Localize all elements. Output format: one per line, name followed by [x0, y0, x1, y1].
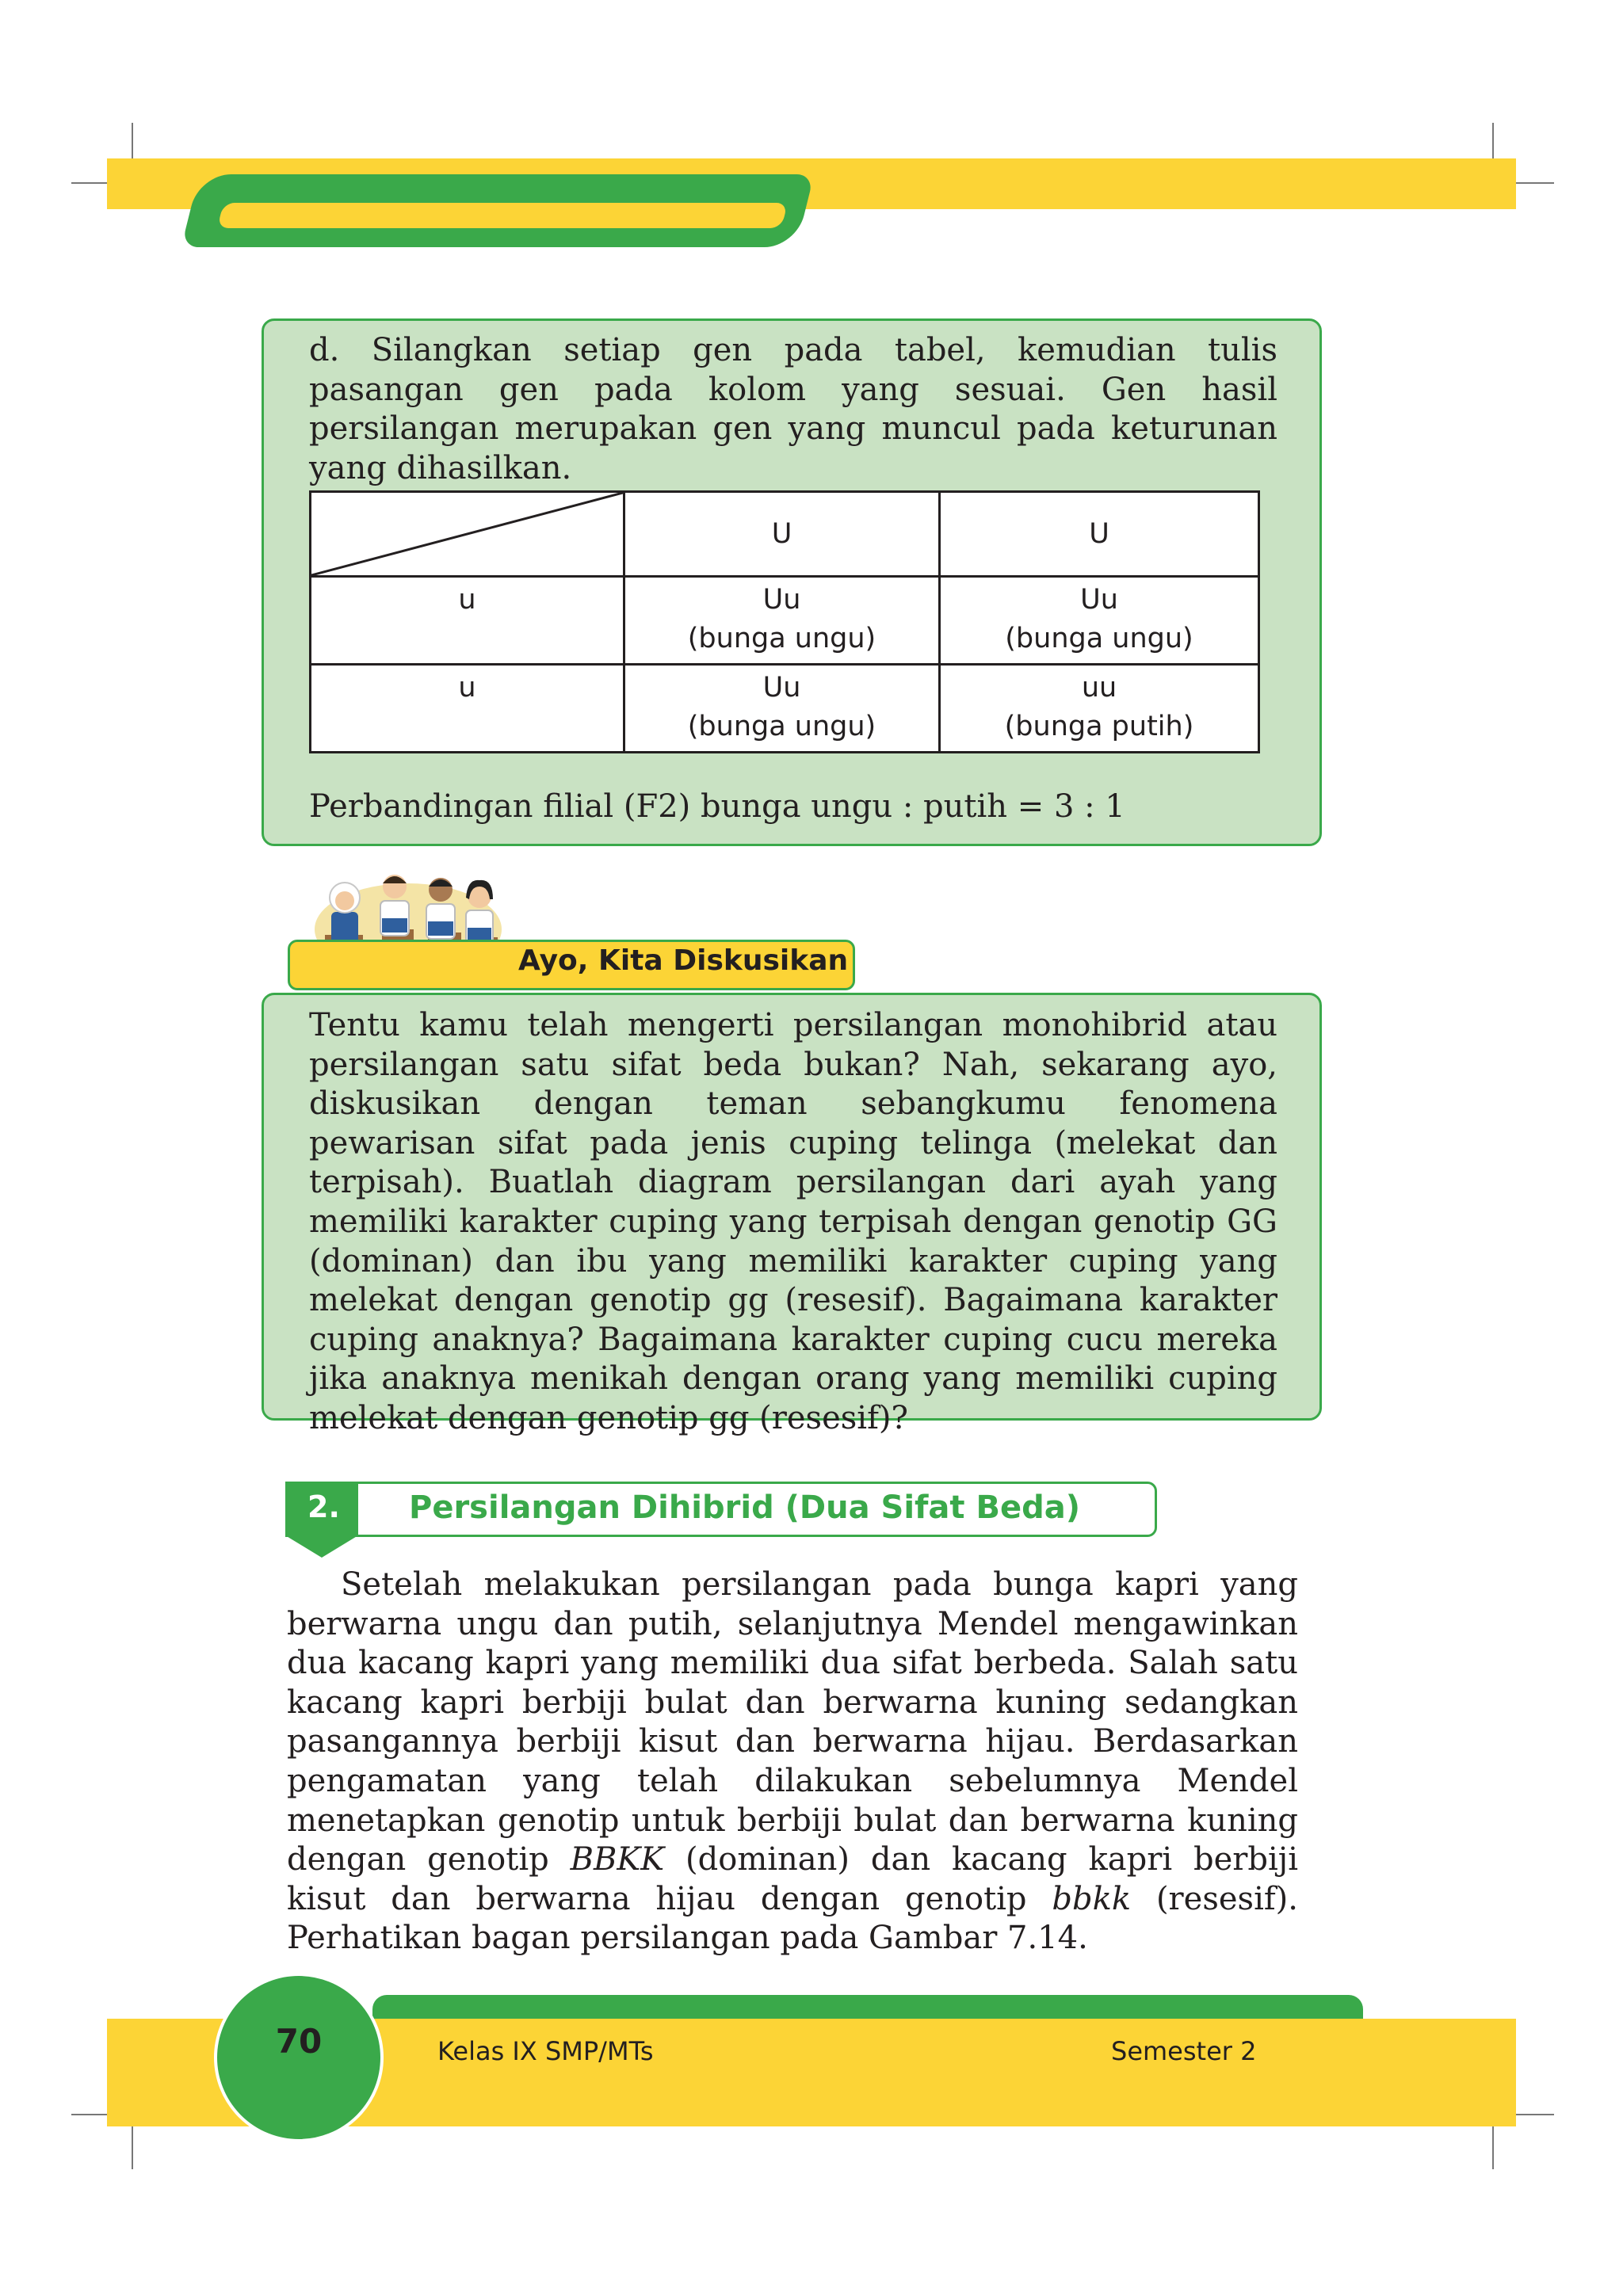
- diagonal-line: [311, 493, 623, 575]
- discussion-text: Tentu kamu telah mengerti persilangan monohibrid atau persilangan satu sifat beda bukan? Nah, sekarang ayo, diskusikan dengan teman sebangkumu fenomena pewarisan sifat pada jenis cuping telinga (melekat dan terpisah). Buatlah diagram persilangan dari ayah yang memiliki karakter cuping yang terpisah dengan genotip GG (dominan) dan ibu yang memiliki karakter cuping yang melekat dengan genotip gg (resesif). Bagaimana karakter cuping anaknya? Bagaimana karakter cuping cucu mereka jika anaknya menikah dengan orang yang memiliki cuping melekat dengan genotip gg (resesif)?: [309, 1007, 1277, 1436]
- section-number: 2.: [307, 1489, 340, 1524]
- body-paragraph: [287, 1566, 1298, 1958]
- genotype-recessive: bbkk: [1052, 1880, 1132, 1917]
- phenotype: (bunga putih): [1004, 711, 1194, 742]
- table-row: [311, 665, 1259, 753]
- table-row-label: u: [311, 577, 624, 665]
- section-number-pointer: [285, 1535, 358, 1558]
- table-corner-cell: [311, 492, 624, 577]
- header-green-tab-inner: [217, 203, 788, 228]
- table-cell: [940, 665, 1259, 753]
- table-cell: [624, 665, 940, 753]
- body-text: (resesif). Perhatikan bagan persilangan pada Gambar 7.14.: [287, 1880, 1298, 1957]
- table-cell: [940, 577, 1259, 665]
- table-row-label: u: [311, 665, 624, 753]
- phenotype: (bunga ungu): [1005, 623, 1193, 654]
- table-header-cell: U: [624, 492, 940, 577]
- page-number: 70: [275, 2022, 323, 2061]
- genotype: Uu: [762, 672, 801, 704]
- footer-class-label: Kelas IX SMP/MTs: [437, 2036, 654, 2066]
- genotype: uu: [1081, 672, 1117, 704]
- table-row: [311, 577, 1259, 665]
- genotype-dominant: BBKK: [570, 1841, 665, 1878]
- genotype: Uu: [762, 584, 801, 616]
- body-text: Setelah melakukan persilangan pada bunga kapri yang berwarna ungu dan putih, selanjutnya Mendel mengawinkan dua kacang kapri yang memiliki dua sifat berbeda. Salah satu kacang kapri berbiji bulat dan berwarna kuning sedangkan pasangannya berbiji kisut dan berwarna hijau. Berdasarkan pengamatan yang telah dilakukan sebelumnya Mendel menetapkan genotip untuk berbiji bulat dan berwarna kuning dengan genotip: [287, 1566, 1298, 1878]
- phenotype: (bunga ungu): [687, 623, 876, 654]
- table-cell: [624, 577, 940, 665]
- instruction-text: d. Silangkan setiap gen pada tabel, kemudian tulis pasangan gen pada kolom yang sesuai. Gen hasil persilangan merupakan gen yang muncul pada keturunan yang dihasilkan.: [309, 332, 1277, 486]
- discussion-title: Ayo, Kita Diskusikan: [518, 944, 849, 977]
- body-text: (dominan) dan kacang kapri berbiji kisut dan berwarna hijau dengan genotip: [287, 1841, 1298, 1917]
- phenotype: (bunga ungu): [687, 711, 876, 742]
- footer-semester-label: Semester 2: [1111, 2036, 1257, 2066]
- table-header-row: [311, 492, 1259, 577]
- punnett-table: [309, 490, 1260, 753]
- genotype: Uu: [1080, 584, 1118, 616]
- table-header-cell: U: [940, 492, 1259, 577]
- section-title: Persilangan Dihibrid (Dua Sifat Beda): [409, 1489, 1080, 1526]
- ratio-text: Perbandingan filial (F2) bunga ungu : putih = 3 : 1: [309, 788, 1125, 825]
